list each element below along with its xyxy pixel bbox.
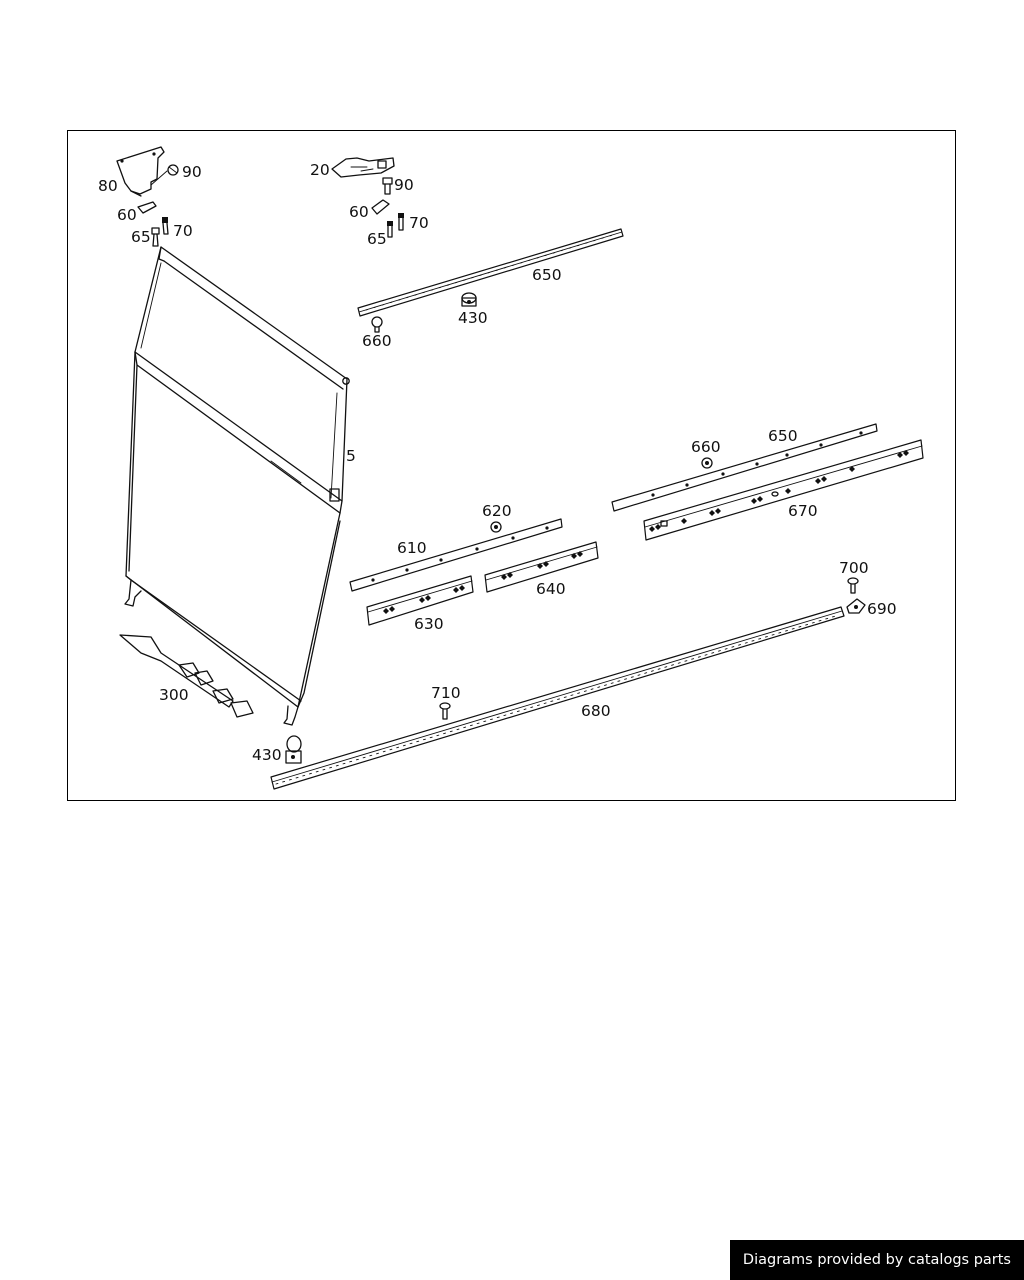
screw-90-right bbox=[383, 178, 392, 194]
label-430-bottom: 430 bbox=[252, 746, 282, 764]
bolt-70-right bbox=[398, 213, 404, 230]
label-710: 710 bbox=[431, 684, 461, 702]
bolt-70-left bbox=[162, 217, 168, 234]
parts-diagram bbox=[68, 131, 957, 802]
label-5: 5 bbox=[346, 447, 356, 465]
label-70-right: 70 bbox=[409, 214, 429, 232]
tie-down-ring-430-top bbox=[462, 293, 476, 306]
label-650-mid: 650 bbox=[768, 427, 798, 445]
label-650-top: 650 bbox=[532, 266, 562, 284]
label-70-left: 70 bbox=[173, 222, 193, 240]
bolt-700 bbox=[848, 578, 858, 593]
rail-650-top bbox=[358, 229, 623, 316]
clip-60-right bbox=[372, 200, 389, 214]
leader-90-left bbox=[151, 171, 167, 185]
label-65-left: 65 bbox=[131, 228, 151, 246]
label-300: 300 bbox=[159, 686, 189, 704]
label-620: 620 bbox=[482, 502, 512, 520]
label-610: 610 bbox=[397, 539, 427, 557]
fastener-660-mid bbox=[702, 458, 712, 468]
bracket-20 bbox=[332, 158, 394, 177]
label-640: 640 bbox=[536, 580, 566, 598]
tie-down-ring-430-bottom bbox=[286, 736, 301, 763]
label-430-top: 430 bbox=[458, 309, 488, 327]
partition-panel bbox=[125, 247, 349, 725]
end-cap-690 bbox=[847, 599, 865, 613]
rail-680 bbox=[271, 607, 844, 789]
label-680: 680 bbox=[581, 702, 611, 720]
label-60-left: 60 bbox=[117, 206, 137, 224]
bolt-710 bbox=[440, 703, 450, 719]
clip-60-left bbox=[138, 202, 156, 213]
parts-diagram-frame bbox=[67, 130, 956, 801]
label-90-left: 90 bbox=[182, 163, 202, 181]
bracket-80 bbox=[117, 147, 164, 196]
bolt-65-right bbox=[387, 221, 393, 237]
label-630: 630 bbox=[414, 615, 444, 633]
label-90-right: 90 bbox=[394, 176, 414, 194]
label-660-mid: 660 bbox=[691, 438, 721, 456]
footer-credit-badge: Diagrams provided by catalogs parts bbox=[730, 1240, 1024, 1280]
label-65-right: 65 bbox=[367, 230, 387, 248]
screw-90-left bbox=[168, 165, 178, 175]
bolt-65-left bbox=[152, 228, 159, 246]
label-660-top: 660 bbox=[362, 332, 392, 350]
label-700: 700 bbox=[839, 559, 869, 577]
label-80: 80 bbox=[98, 177, 118, 195]
label-20: 20 bbox=[310, 161, 330, 179]
fastener-620 bbox=[491, 522, 501, 532]
label-60-right: 60 bbox=[349, 203, 369, 221]
label-670: 670 bbox=[788, 502, 818, 520]
fastener-660-top bbox=[372, 317, 382, 332]
label-690: 690 bbox=[867, 600, 897, 618]
strap-300 bbox=[120, 635, 253, 717]
